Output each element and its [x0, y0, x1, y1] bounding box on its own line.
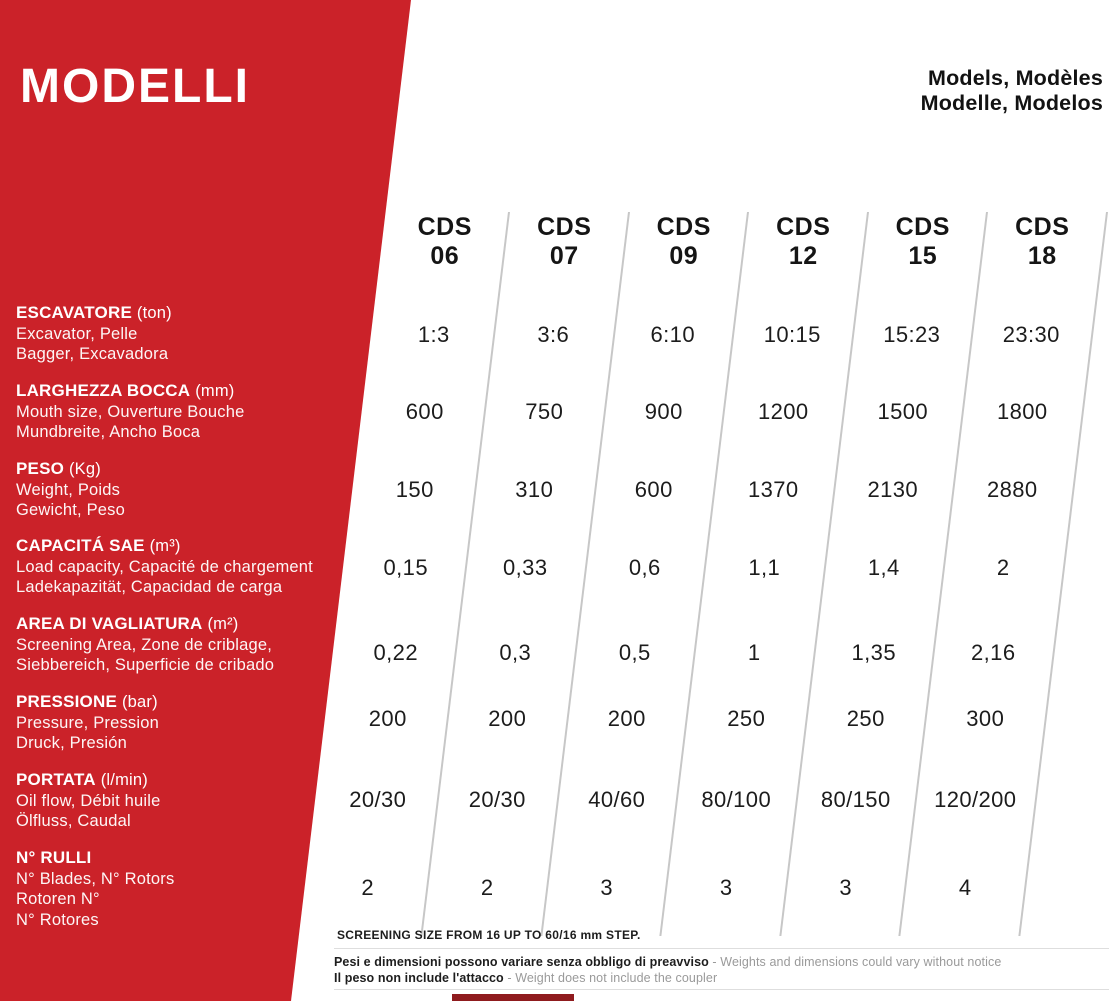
- row-label-unit: (ton): [136, 304, 172, 322]
- column-header-name: CDS: [1015, 213, 1070, 241]
- column-header-cds-09: [624, 213, 744, 271]
- row-label-unit: (Kg): [68, 460, 101, 478]
- row-label-translation: Ölfluss, Caudal: [16, 812, 131, 831]
- row-label-bold: N° RULLI: [16, 848, 92, 867]
- row-label-title: [16, 692, 346, 713]
- row-label-title: [16, 848, 346, 869]
- column-header-cds-18: [983, 213, 1103, 271]
- row-label-translation: Excavator, Pelle: [16, 324, 138, 343]
- coupler-disclaimer: [334, 971, 717, 985]
- row-label-title: [16, 614, 346, 635]
- value-cell: 1200: [757, 399, 809, 424]
- row-label-translation: Bagger, Excavadora: [16, 345, 169, 364]
- footnote-divider-bottom: [334, 989, 1109, 990]
- value-row-pressione: [328, 706, 1045, 732]
- row-label-title: [16, 303, 346, 324]
- row-label-larghezza-bocca: [16, 381, 346, 443]
- row-label-title: [16, 459, 346, 480]
- page-title: MODELLI: [20, 60, 250, 113]
- value-cell: 0,3: [499, 640, 532, 665]
- subtitle-line-2: Modelle, Modelos: [920, 91, 1103, 115]
- value-cell: 600: [405, 399, 444, 424]
- value-cell: 80/150: [820, 787, 891, 812]
- row-label-translation: Oil flow, Débit huile: [16, 791, 161, 810]
- row-label-bold: AREA DI VAGLIATURA: [16, 614, 203, 633]
- subtitle-line-1: Models, Modèles: [927, 66, 1103, 90]
- value-cell: 0,6: [628, 555, 661, 580]
- footnote-divider-top: [334, 948, 1109, 949]
- column-header-model: 07: [549, 242, 579, 270]
- row-label-n-rulli: [16, 848, 346, 930]
- value-cell: 1:3: [417, 322, 450, 347]
- value-cell: 3: [719, 875, 733, 900]
- value-cell: 80/100: [701, 787, 772, 812]
- value-cell: 600: [634, 477, 673, 502]
- value-cell: 1370: [747, 477, 799, 502]
- row-label-portata: [16, 770, 346, 832]
- value-cell: 0,5: [618, 640, 651, 665]
- column-header-model: 06: [430, 242, 460, 270]
- row-label-translation: Weight, Poids: [16, 480, 121, 499]
- screening-size-note: SCREENING SIZE FROM 16 UP TO 60/16 mm STEP.: [337, 928, 641, 942]
- value-cell: 1,4: [867, 555, 900, 580]
- value-cell: 0,15: [383, 555, 428, 580]
- row-label-translation: Mundbreite, Ancho Boca: [16, 423, 201, 442]
- value-cell: 250: [727, 706, 766, 731]
- column-header-cds-06: [385, 213, 505, 271]
- value-cell: 15:23: [883, 322, 941, 347]
- value-cell: 310: [515, 477, 554, 502]
- value-row-capacita-sae: [346, 555, 1063, 581]
- value-cell: 40/60: [588, 787, 646, 812]
- row-label-escavatore: [16, 303, 346, 365]
- value-cell: 1800: [996, 399, 1048, 424]
- value-cell: 900: [644, 399, 683, 424]
- column-header-name: CDS: [537, 213, 592, 241]
- value-cell: 200: [368, 706, 407, 731]
- column-header-model: 18: [1027, 242, 1057, 270]
- value-cell: 2: [996, 555, 1010, 580]
- column-header-model: 15: [908, 242, 938, 270]
- coupler-disclaimer-english: - Weight does not include the coupler: [503, 971, 718, 985]
- value-cell: 250: [846, 706, 885, 731]
- value-row-escavatore: [374, 322, 1091, 348]
- value-cell: 20/30: [349, 787, 407, 812]
- column-header-cds-12: [744, 213, 864, 271]
- value-cell: 1500: [877, 399, 929, 424]
- row-label-bold: PORTATA: [16, 770, 96, 789]
- column-header-cds-07: [505, 213, 625, 271]
- column-headers: [385, 213, 1102, 271]
- value-cell: 2,16: [971, 640, 1016, 665]
- value-cell: 2: [480, 875, 494, 900]
- row-label-translation: Pressure, Pression: [16, 713, 159, 732]
- value-row-area-di-vagliatura: [336, 640, 1053, 666]
- row-label-translation: N° Rotores: [16, 910, 99, 929]
- row-label-bold: CAPACITÁ SAE: [16, 536, 145, 555]
- value-cell: 4: [958, 875, 972, 900]
- weights-disclaimer-italian: Pesi e dimensioni possono variare senza obbligo di preavviso: [334, 955, 709, 969]
- row-label-translation: Gewicht, Peso: [16, 501, 125, 520]
- subtitle-translations: [921, 66, 1103, 116]
- value-row-larghezza-bocca: [365, 399, 1082, 425]
- row-label-bold: PESO: [16, 459, 65, 478]
- partial-red-footer-bar: [452, 994, 574, 1001]
- row-label-pressione: [16, 692, 346, 754]
- row-label-title: [16, 770, 346, 791]
- value-cell: 23:30: [1002, 322, 1060, 347]
- row-label-translation: Rotoren N°: [16, 890, 100, 909]
- row-label-translation: Siebbereich, Superficie de cribado: [16, 656, 275, 675]
- value-cell: 0,33: [503, 555, 548, 580]
- row-label-bold: ESCAVATORE: [16, 303, 132, 322]
- weights-disclaimer-english: - Weights and dimensions could vary without notice: [708, 955, 1002, 969]
- value-cell: 20/30: [468, 787, 526, 812]
- row-label-translation: Load capacity, Capacité de chargement: [16, 557, 313, 576]
- row-label-translation: N° Blades, N° Rotors: [16, 869, 175, 888]
- row-label-bold: LARGHEZZA BOCCA: [16, 381, 191, 400]
- row-label-unit: (mm): [195, 382, 235, 400]
- row-label-unit: (bar): [121, 693, 158, 711]
- row-label-bold: PRESSIONE: [16, 692, 117, 711]
- row-label-translation: Druck, Presión: [16, 734, 128, 753]
- value-cell: 10:15: [763, 322, 821, 347]
- value-cell: 2130: [867, 477, 919, 502]
- value-cell: 6:10: [650, 322, 695, 347]
- column-header-name: CDS: [895, 213, 950, 241]
- value-cell: 2880: [986, 477, 1038, 502]
- column-header-cds-15: [863, 213, 983, 271]
- value-cell: 2: [361, 875, 375, 900]
- column-header-name: CDS: [776, 213, 831, 241]
- value-row-n-rulli: [308, 875, 1025, 901]
- row-label-peso: [16, 459, 346, 521]
- value-cell: 750: [525, 399, 564, 424]
- row-label-area-di-vagliatura: [16, 614, 346, 676]
- value-cell: 1: [747, 640, 761, 665]
- value-cell: 200: [607, 706, 646, 731]
- column-header-model: 09: [669, 242, 699, 270]
- column-header-name: CDS: [417, 213, 472, 241]
- value-cell: 3: [839, 875, 853, 900]
- value-cell: 1,35: [851, 640, 896, 665]
- column-header-name: CDS: [656, 213, 711, 241]
- coupler-disclaimer-italian: Il peso non include l'attacco: [334, 971, 504, 985]
- value-row-portata: [318, 787, 1035, 813]
- row-label-translation: Mouth size, Ouverture Bouche: [16, 402, 245, 421]
- value-cell: 0,22: [373, 640, 418, 665]
- row-label-unit: (m²): [207, 615, 239, 633]
- value-cell: 1,1: [748, 555, 781, 580]
- value-cell: 3:6: [537, 322, 570, 347]
- row-label-translation: Screening Area, Zone de criblage,: [16, 635, 273, 654]
- row-label-unit: (m³): [149, 537, 181, 555]
- row-label-title: [16, 536, 346, 557]
- value-cell: 3: [600, 875, 614, 900]
- column-header-model: 12: [788, 242, 818, 270]
- value-cell: 300: [966, 706, 1005, 731]
- value-cell: 150: [395, 477, 434, 502]
- value-cell: 120/200: [934, 787, 1017, 812]
- row-label-unit: (l/min): [100, 771, 148, 789]
- row-label-title: [16, 381, 346, 402]
- row-label-capacita-sae: [16, 536, 346, 598]
- value-row-peso: [355, 477, 1072, 503]
- value-cell: 200: [488, 706, 527, 731]
- row-label-translation: Ladekapazität, Capacidad de carga: [16, 578, 283, 597]
- weights-disclaimer: [334, 955, 1001, 969]
